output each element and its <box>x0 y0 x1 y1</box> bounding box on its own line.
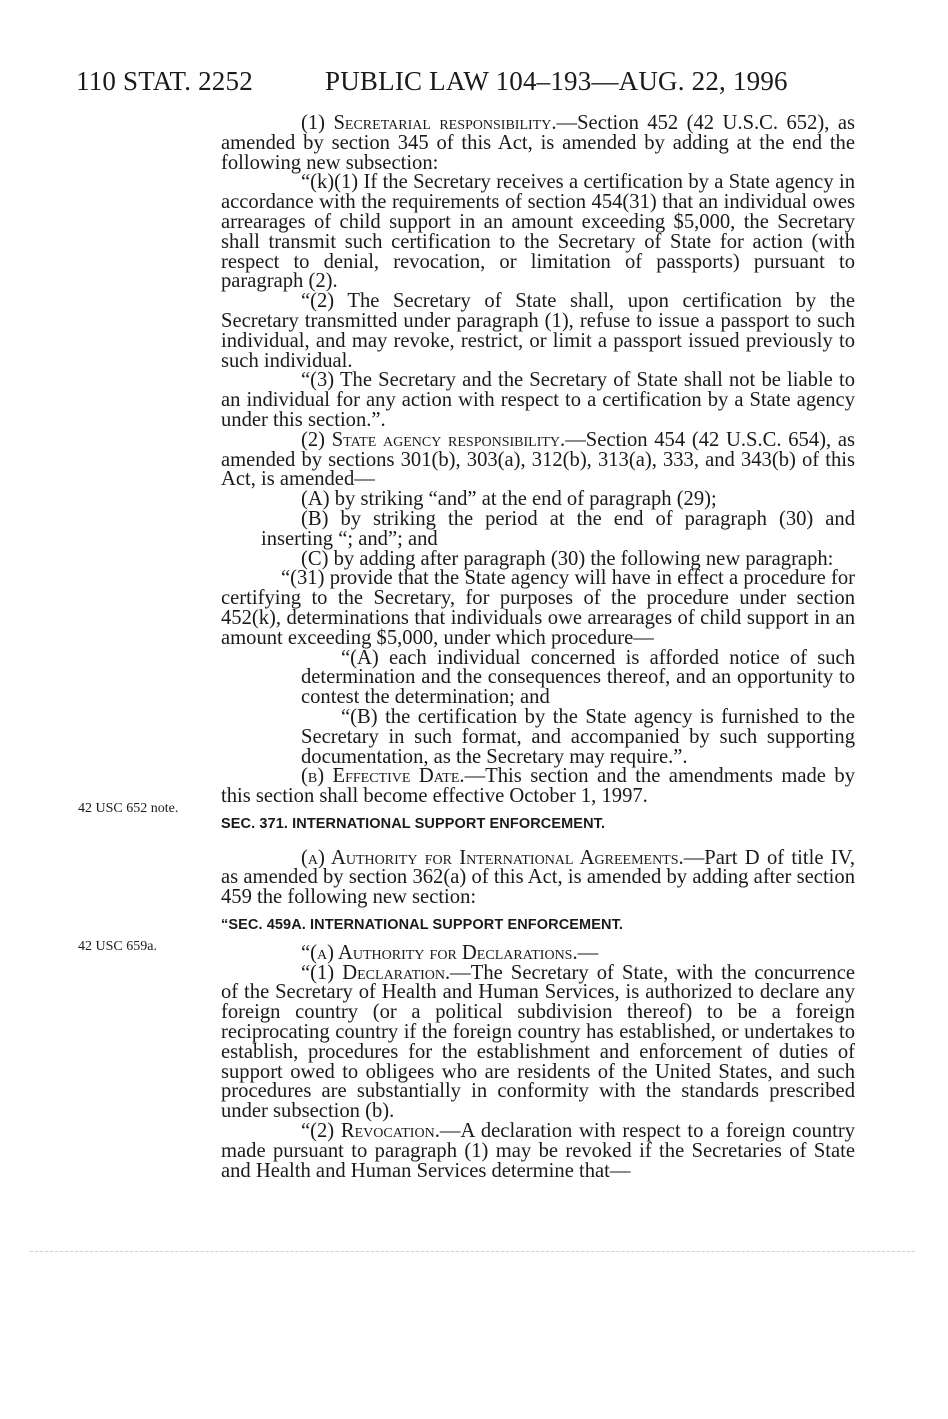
paragraph-heading: “(2) Revocation. <box>301 1120 440 1143</box>
section-heading: “SEC. 459A. INTERNATIONAL SUPPORT ENFORCEMENT. <box>221 917 624 934</box>
paragraph-heading: “(a) Authority for Declarations. <box>301 941 578 964</box>
paragraph: “(k)(1) If the Secretary receives a certification by a State agency in accordance with the requirements of section 454(31) that an individual owes arrearages of child support in an amount exceeding $5,000, the Secretary shall transmit such certification to the Secretary of State for action (with respect to denial, revocation, or limitation of passports) pursuant to paragraph (2). <box>221 171 855 293</box>
margin-note-652: 42 USC 652 note. <box>78 801 179 816</box>
paragraph <box>221 961 855 1123</box>
paragraph-heading: (a) Authority for International Agreements. <box>301 846 684 869</box>
paragraph-text: — <box>577 941 599 964</box>
paragraph-heading: (1) Secretarial responsibility. <box>301 112 557 134</box>
paragraph <box>221 428 855 491</box>
paragraph: (B) by striking the period at the end of paragraph (30) and inserting “; and”; and <box>261 507 855 550</box>
paragraph-text: —Part D of title IV, as amended by section 362(a) of this Act, is amended by adding after section 459 the following new section: <box>221 846 856 909</box>
paragraph-text: —The Secretary of State, with the concurrence of the Secretary of Health and Human Services, is authorized to declare any foreign country (or a political subdivision thereof) to be a foreign reciprocating country if the foreign country has established, or undertakes to establish, procedures for the establishment and enforcement of duties of support owed to obligees who are residents of the United States, and such procedures are substantially in conformity with the standards prescribed under subsection (b). <box>221 961 855 1123</box>
paragraph-heading: (b) Effective Date. <box>301 765 465 788</box>
section-heading: SEC. 371. INTERNATIONAL SUPPORT ENFORCEMENT. <box>221 815 606 832</box>
paragraph: “(31) provide that the State agency will have in effect a procedure for certifying to the Secretary, for purposes of the procedure under section 452(k), determinations that individuals owe arrearages of child support in an amount exceeding $5,000, under which procedure— <box>221 567 855 649</box>
paragraph: “(3) The Secretary and the Secretary of State shall not be liable to an individual for any action with respect to a certification by a State agency under this section.”. <box>221 369 855 431</box>
paragraph <box>221 114 855 173</box>
paragraph <box>221 846 856 909</box>
body-text <box>221 114 855 1181</box>
paragraph: (A) by striking “and” at the end of paragraph (29); <box>301 488 717 511</box>
paragraph-heading: “(1) Declaration. <box>301 961 451 984</box>
paragraph: (C) by adding after paragraph (30) the following new paragraph: <box>301 547 834 570</box>
paragraph: “(A) each individual concerned is afforded notice of such determination and the consequences thereof, and an opportunity to contest the determination; and <box>301 646 855 709</box>
margin-note-659a: 42 USC 659a. <box>78 939 157 954</box>
page-bottom-rule <box>30 1251 915 1252</box>
paragraph: “(2) The Secretary of State shall, upon certification by the Secretary transmitted under paragraph (1), refuse to issue a passport to such individual, and may revoke, restrict, or limit a passport issued previously to such individual. <box>221 290 855 372</box>
paragraph-text: —Section 454 (42 U.S.C. 654), as amended by sections 301(b), 303(a), 312(b), 313(a), 333, and 343(b) of this Act, is amended— <box>221 428 855 491</box>
paragraph-text: —A declaration with respect to a foreign country made pursuant to paragraph (1) may be revoked if the Secretaries of State and Health and Human Services determine that— <box>221 1120 855 1182</box>
paragraph-text: —This section and the amendments made by this section shall become effective October 1, 1997. <box>221 765 855 808</box>
paragraph-text: —Section 452 (42 U.S.C. 652), as amended by section 345 of this Act, is amended by adding at the end the following new subsection: <box>221 112 855 174</box>
paragraph-heading: (2) State agency responsibility. <box>301 428 566 451</box>
paragraph <box>221 1122 855 1181</box>
paragraph: “(B) the certification by the State agency is furnished to the Secretary in such format, and accompanied by such supporting documentation, as the Secretary may require.”. <box>301 705 855 768</box>
running-header: PUBLIC LAW 104–193—AUG. 22, 1996 <box>325 66 788 96</box>
paragraph <box>221 767 855 807</box>
statute-page-number: 110 STAT. 2252 <box>76 66 253 96</box>
